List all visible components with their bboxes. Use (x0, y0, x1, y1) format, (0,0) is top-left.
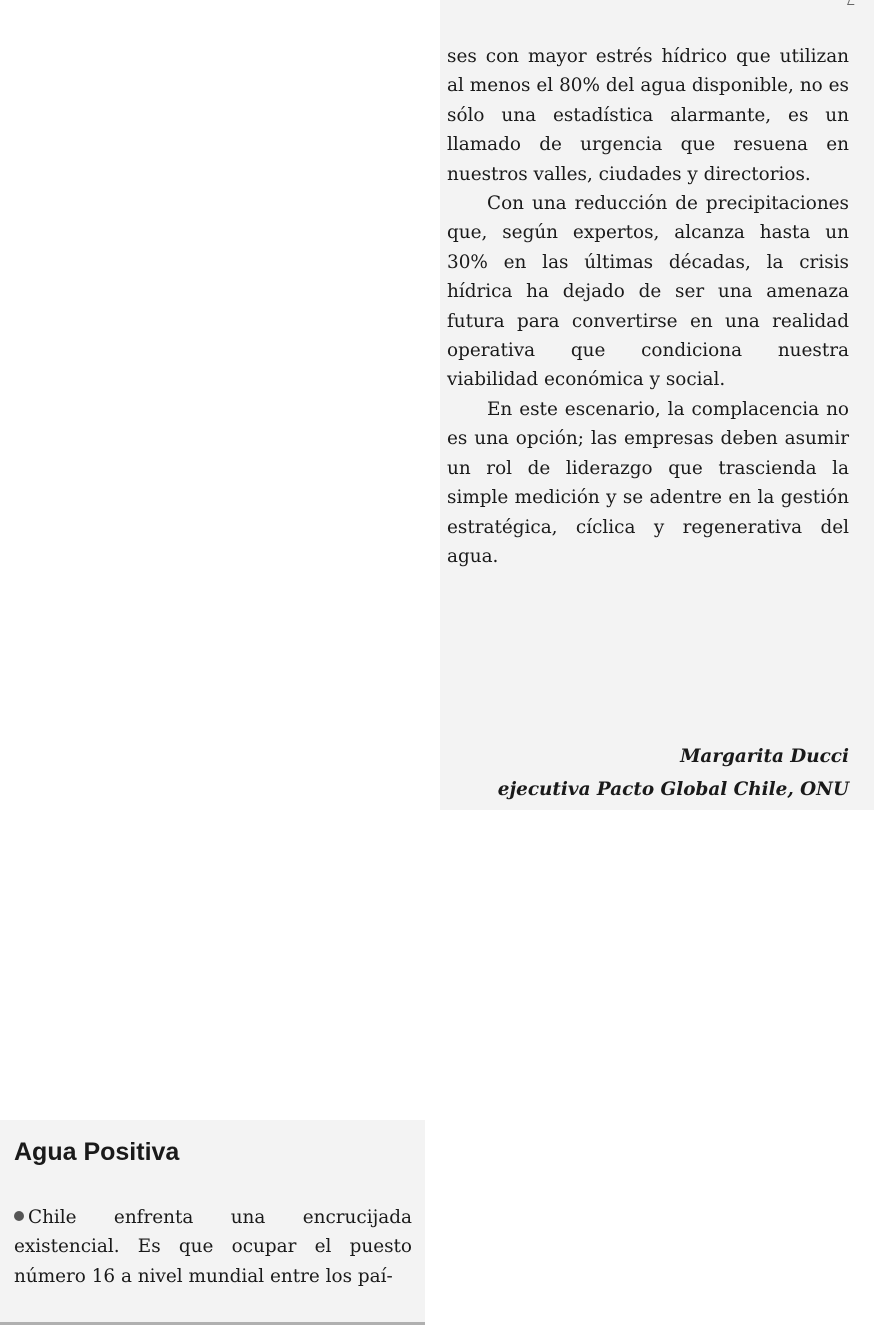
article-heading: Agua Positiva (14, 1138, 180, 1166)
column-bottom-rule (0, 1322, 425, 1325)
article-paragraph-1: ses con mayor estrés hídrico que utilizan al menos el 80% del agua disponible, no es sólo una estadística alarmante, es un llamado de urgencia que resuena en nuestros valles, ciudades y directorios. (447, 46, 849, 185)
article-paragraph-3: En este escenario, la complacencia no es una opción; las empresas deben asumir un rol de liderazgo que trascienda la simple medición y se adentre en la gestión estratégica, cíclica y regenerativa del agua. (447, 398, 849, 567)
author-name: Margarita Ducci (680, 746, 849, 767)
article-lead (14, 1203, 412, 1291)
author-signature (447, 740, 849, 806)
bullet-icon (14, 1211, 24, 1221)
author-role: ejecutiva Pacto Global Chile, ONU (497, 779, 849, 800)
article-lead-text: Chile enfrenta una encrucijada existencial. Es que ocupar el puesto número 16 a nivel mundial entre los paí- (14, 1207, 412, 1287)
article-body-continuation (447, 42, 849, 571)
article-paragraph-2: Con una reducción de precipitaciones que, según expertos, alcanza hasta un 30% en las últimas décadas, la crisis hídrica ha dejado de ser una amenaza futura para convertirse en una realidad operativa que condiciona nuestra viabilidad económica y social. (447, 193, 849, 391)
